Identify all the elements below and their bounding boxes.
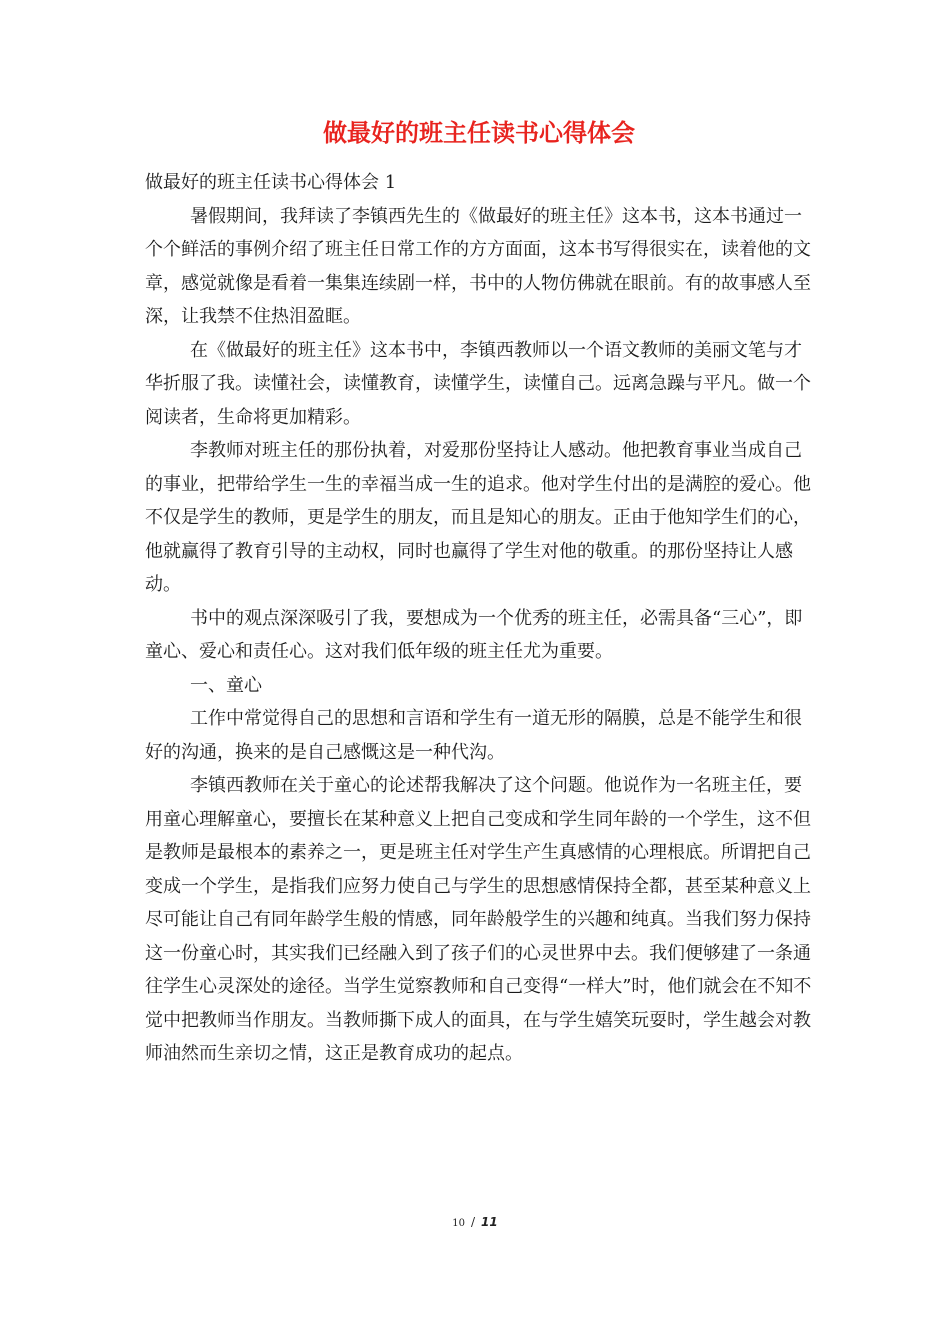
paragraph: 暑假期间，我拜读了李镇西先生的《做最好的班主任》这本书，这本书通过一个个鲜活的事例介绍了班主任日常工作的方方面面，这本书写得很实在，读着他的文章，感觉就像是看着一集集连续剧一样，书中的人物仿佛就在眼前。有的故事感人至深，让我禁不住热泪盈眶。 [145,205,811,327]
total-page-count: 11 [481,1215,498,1229]
subsection-heading: 一、童心 [190,674,262,696]
current-page-number: 10 [452,1218,465,1229]
paragraph: 书中的观点深深吸引了我，要想成为一个优秀的班主任，必需具备“三心”，即童心、爱心和责任心。这对我们低年级的班主任尤为重要。 [145,607,803,662]
section-heading: 做最好的班主任读书心得体会 1 [145,172,397,193]
paragraph: 在《做最好的班主任》这本书中，李镇西教师以一个语文教师的美丽文笔与才华折服了我。读懂社会，读懂教育，读懂学生，读懂自己。远离急躁与平凡。做一个阅读者，生命将更加精彩。 [145,339,811,428]
document-body [145,166,813,1071]
paragraph: 李教师对班主任的那份执着，对爱那份坚持让人感动。他把教育事业当成自己的事业，把带给学生一生的幸福当成一生的追求。他对学生付出的是满腔的爱心。他不仅是学生的教师，更是学生的朋友，而且是知心的朋友。正由于他知学生们的心，他就赢得了教育引导的主动权，同时也赢得了学生对他的敬重。的那份坚持让人感动。 [145,440,811,595]
page-separator: / [470,1215,476,1229]
paragraph: 李镇西教师在关于童心的论述帮我解决了这个问题。他说作为一名班主任，要用童心理解童心，要擅长在某种意义上把自己变成和学生同年龄的一个学生，这不但是教师是最根本的素养之一，更是班主任对学生产生真感情的心理根底。所谓把自己变成一个学生，是指我们应努力使自己与学生的思想感情保持全都，甚至某种意义上尽可能让自己有同年龄学生般的情感，同年龄般学生的兴趣和纯真。当我们努力保持这一份童心时，其实我们已经融入到了孩子们的心灵世界中去。我们便够建了一条通往学生心灵深处的途径。当学生觉察教师和自己变得“一样大”时，他们就会在不知不觉中把教师当作朋友。当教师撕下成人的面具，在与学生嬉笑玩耍时，学生越会对教师油然而生亲切之情，这正是教育成功的起点。 [145,775,812,1064]
document-title: 做最好的班主任读书心得体会 [323,119,635,147]
paragraph: 工作中常觉得自己的思想和言语和学生有一道无形的隔膜，总是不能学生和很好的沟通，换来的是自己感慨这是一种代沟。 [145,708,802,763]
page-number [0,1214,950,1232]
